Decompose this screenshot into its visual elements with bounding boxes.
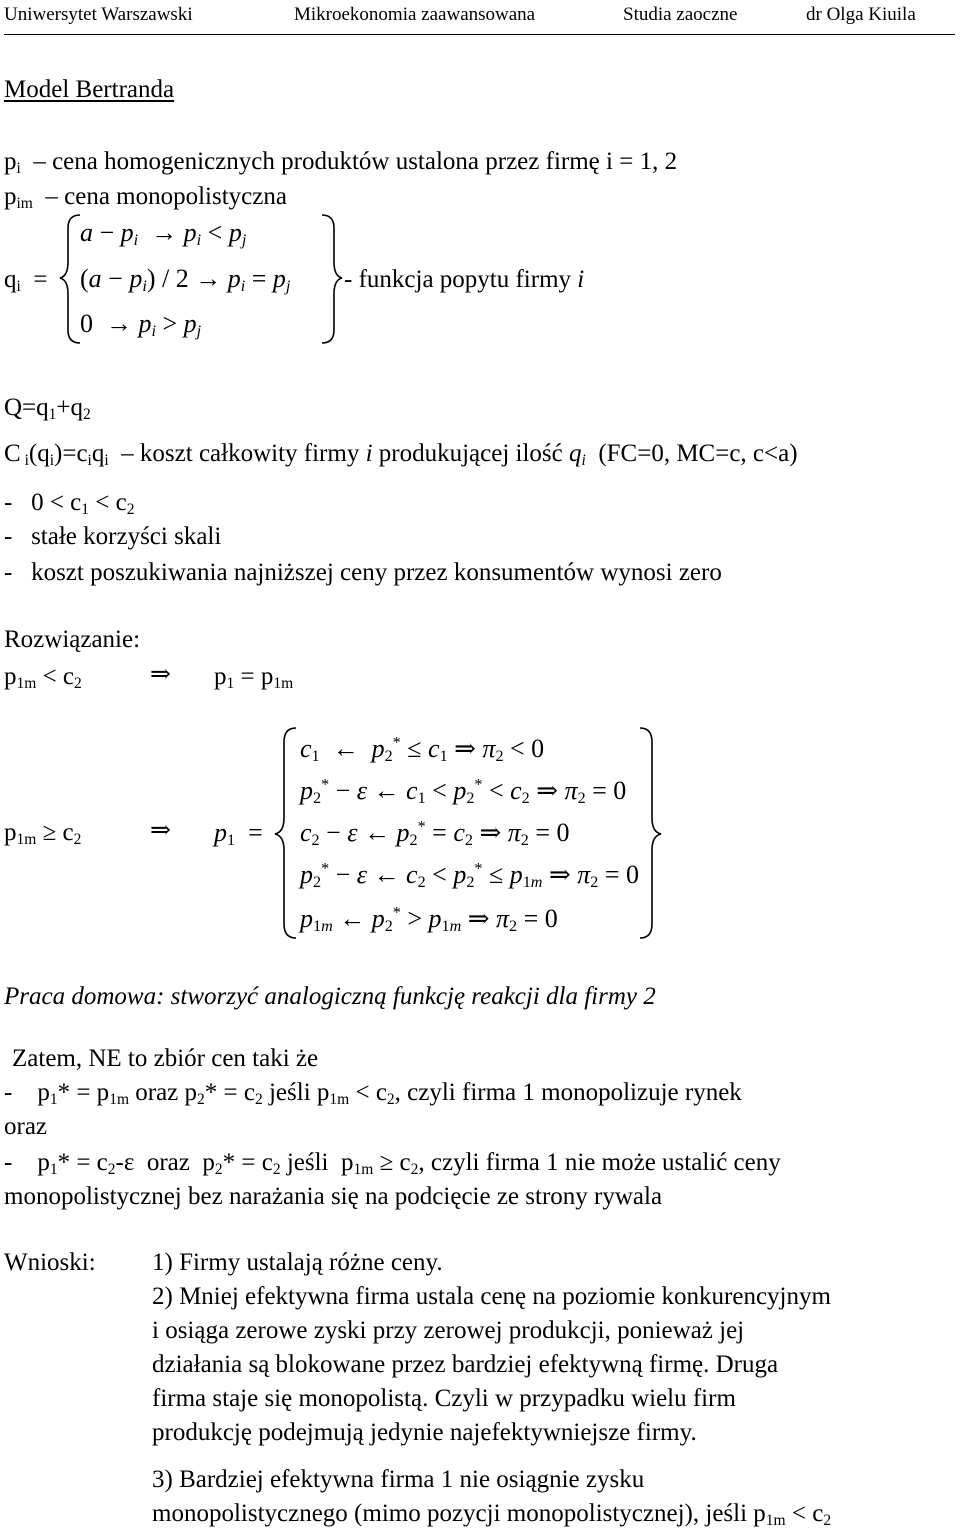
conclusions-label: Wnioski: — [4, 1249, 96, 1276]
solution-result-1: $p_1 = p_{1m}$ — [214, 663, 294, 692]
conclusion-1: 1) Firmy ustalają różne ceny. — [152, 1249, 443, 1276]
solution-heading: Rozwiązanie: — [4, 626, 141, 653]
conclusion-2-line-1: 2) Mniej efektywna firma ustala cenę na poziomie konkurencyjnym — [152, 1283, 831, 1310]
reaction-case-2: $p_2^* - \varepsilon$ ← $c_1 < p_2^* < c_2$ ⇒ $\pi_2 = 0$ — [300, 776, 627, 808]
header-study-mode: Studia zaoczne — [623, 4, 738, 25]
def-pim-text: cena monopolistyczna — [64, 183, 287, 210]
demand-lhs: $q_i$ = — [4, 266, 48, 295]
def-pi: $p_i$ – cena homogenicznych produktów ustalona przez firmę i = 1, 2 — [4, 148, 678, 177]
header-lecturer: dr Olga Kiuila — [806, 4, 916, 25]
reaction-case-1: $c_1$ ← $p_2^* \le c_1$ ⇒ $\pi_2 < 0$ — [300, 734, 545, 766]
equilibrium-oraz: oraz — [4, 1113, 48, 1140]
conclusion-2-line-3: działania są blokowane przez bardziej efektywną firmę. Druga — [152, 1351, 779, 1378]
equilibrium-intro: Zatem, NE to zbiór cen taki że — [12, 1045, 319, 1072]
implies-arrow-2: ⇒ — [150, 817, 171, 844]
reaction-case-4: $p_2^* - \varepsilon$ ← $c_2 < p_2^* \le p_{1m}$ ⇒ $\pi_2 = 0$ — [300, 860, 639, 892]
demand-case-2: $(a - p_i) / 2 \to p_i = p_j$ — [80, 264, 291, 296]
header-course: Mikroekonomia zaawansowana — [294, 4, 536, 25]
reaction-case-5: $p_{1m}$ ← $p_2^* > p_{1m}$ ⇒ $\pi_2 = 0$ — [300, 904, 558, 936]
homework: Praca domowa: stworzyć analogiczną funkcję reakcji dla firmy 2 — [4, 983, 656, 1010]
demand-case-3: $0 \to p_i > p_j$ — [80, 309, 202, 341]
page-title: Model Bertranda — [4, 76, 175, 103]
reaction-lhs: $p_1$ = — [214, 818, 263, 850]
demand-case-1: $a - p_i \to p_i < p_j$ — [80, 218, 247, 250]
solution-case-1: $p_{1m} < c_2$ — [4, 663, 82, 692]
equilibrium-line-2: - $p_1* = c_2-\varepsilon$ oraz $p_2* = c_2$ jeśli $p_{1m} \ge c_2$, czyli firma 1 nie może ustalić ceny — [4, 1149, 781, 1178]
solution-case-2: $p_{1m} \ge c_2$ — [4, 819, 82, 848]
def-pi-text: cena homogenicznych produktów ustalona przez firmę i = 1, 2 — [52, 148, 678, 175]
conclusion-3-line-1: 3) Bardziej efektywna firma 1 nie osiągnie zysku — [152, 1466, 645, 1493]
equilibrium-line-2-cont: monopolistycznej bez narażania się na podcięcie ze strony rywala — [4, 1183, 663, 1210]
conclusion-2-line-5: produkcję podejmują jedynie najefektywniejsze firmy. — [152, 1419, 697, 1446]
demand-label: - funkcja popytu firmy i — [344, 266, 585, 293]
conclusion-2-line-4: firma staje się monopolistą. Czyli w przypadku wielu firm — [152, 1385, 736, 1412]
reaction-case-3: $c_2 - \varepsilon$ ← $p_2^* = c_2$ ⇒ $\pi_2 = 0$ — [300, 818, 570, 850]
implies-arrow-1: ⇒ — [150, 661, 171, 688]
def-pim: $p_{im}$ – cena monopolistyczna — [4, 183, 287, 212]
conclusion-3-line-2: monopolistycznego (mimo pozycji monopolistycznej), jeśli $p_{1m} < c_2$ — [152, 1500, 832, 1529]
equilibrium-line-1: - $p_1* = p_{1m}$ oraz $p_2* = c_2$ jeśli $p_{1m} < c_2$, czyli firma 1 monopolizuje rynek — [4, 1079, 742, 1108]
assumption-1: - $0 < c_1 < c_2$ — [4, 489, 135, 518]
header-university: Uniwersytet Warszawski — [4, 4, 193, 25]
assumption-2: - stałe korzyści skali — [4, 523, 222, 550]
conclusion-2-line-2: i osiąga zerowe zyski przy zerowej produkcji, ponieważ jej — [152, 1317, 745, 1344]
total-quantity: $Q=q_1+q_2$ — [4, 394, 91, 423]
assumption-3: - koszt poszukiwania najniższej ceny przez konsumentów wynosi zero — [4, 559, 722, 586]
cost-function: C $_i(q_i)=c_iq_i$ – koszt całkowity firmy i produkującej ilość $q_i$ (FC=0, MC=c, c<a) — [4, 440, 798, 469]
